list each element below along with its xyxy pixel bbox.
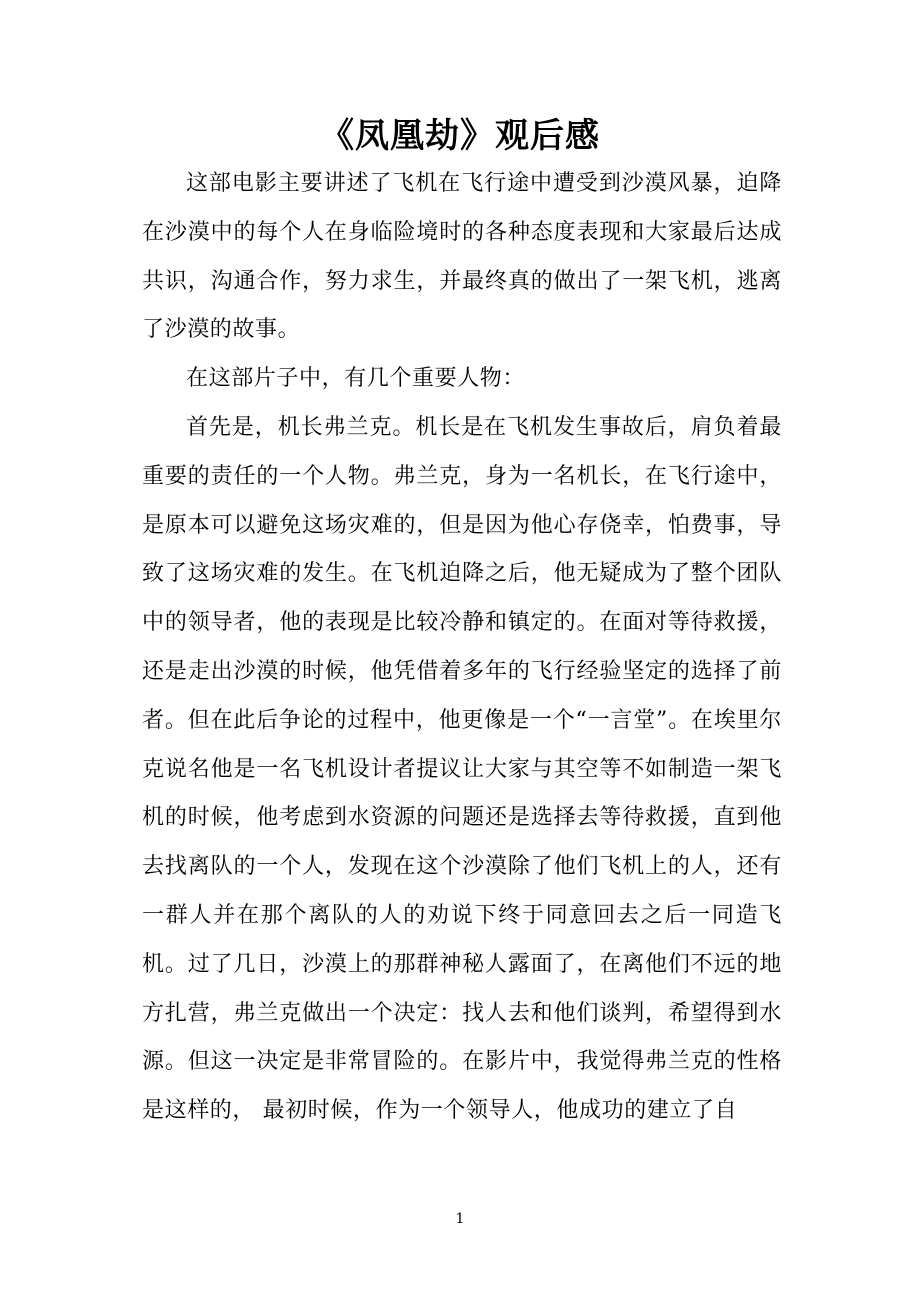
page-number: 1 — [455, 1211, 465, 1227]
paragraph-captain-frank: 首先是，机长弗兰克。机长是在飞机发生事故后，肩负着最重要的责任的一个人物。弗兰克，身为一名机长，在飞行途中，是原本可以避免这场灾难的，但是因为他心存侥幸，怕费事，导致了这场灾难的发生。在飞机迫降之后，他无疑成为了整个团队中的领导者，他的表现是比较冷静和镇定的。在面对等待救援，还是走出沙漠的时候，他凭借着多年的飞行经验坚定的选择了前者。但在此后争论的过程中，他更像是一个“一言堂”。在埃里尔克说名他是一名飞机设计者提议让大家与其空等不如制造一架飞机的时候，他考虑到水资源的问题还是选择去等待救援，直到他去找离队的一个人，发现在这个沙漠除了他们飞机上的人，还有一群人并在那个离队的人的劝说下终于同意回去之后一同造飞机。过了几日，沙漠上的那群神秘人露面了，在离他们不远的地方扎营，弗兰克做出一个决定：找人去和他们谈判，希望得到水源。但这一决定是非常冒险的。在影片中，我觉得弗兰克的性格是这样的， 最初时候，作为一个领导人，他成功的建立了自 — [142, 414, 782, 1124]
paragraph-characters-intro: 在这部片子中，有几个重要人物： — [186, 366, 526, 392]
document-body — [142, 160, 782, 1136]
paragraph-intro: 这部电影主要讲述了飞机在飞行途中遭受到沙漠风暴，迫降在沙漠中的每个人在身临险境时的各种态度表现和大家最后达成共识，沟通合作，努力求生，并最终真的做出了一架飞机，逃离了沙漠的故事。 — [142, 171, 782, 343]
document-title: 《凤凰劫》观后感 — [320, 116, 600, 156]
